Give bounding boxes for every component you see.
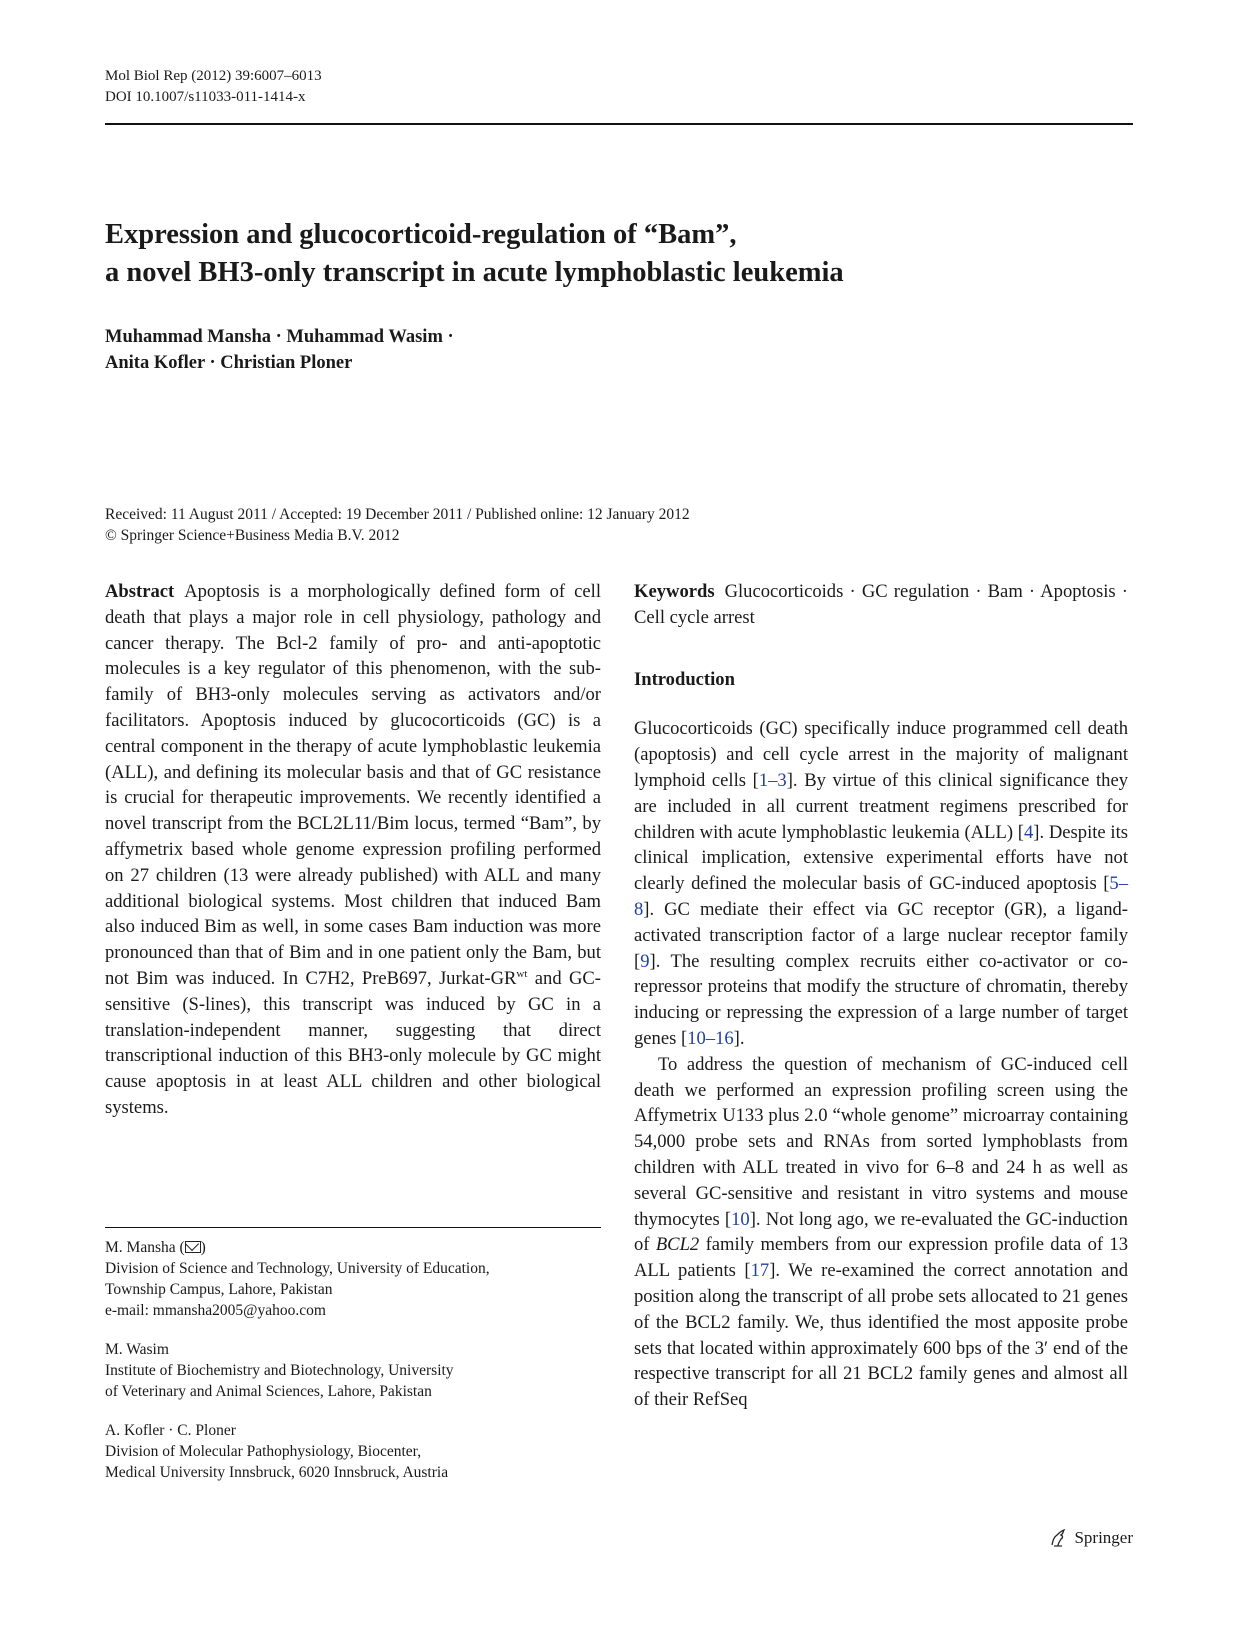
keywords — [634, 579, 1128, 631]
affiliation-kofler-ploner — [105, 1420, 605, 1483]
affiliation-line: of Veterinary and Animal Sciences, Lahore, Pakistan — [105, 1383, 432, 1400]
title-line-1: Expression and glucocorticoid-regulation of “Bam”, — [105, 219, 737, 250]
intro-paragraph-1: Glucocorticoids (GC) specifically induce programmed cell death (apoptosis) and cell cycle arrest in the majority of malignant lymphoid cells [1–3]. By virtue of this clinical significance they are included in all current treatment regimens prescribed for children with acute lymphoblastic leukemia (ALL) [4]. Despite its clinical implication, extensive experimental efforts have not clearly defined the molecular basis of GC-induced apoptosis [5–8]. GC mediate their effect via GC receptor (GR), a ligand-activated transcription factor of a large nuclear receptor family [9]. The resulting complex recruits either co-activator or co-repressor proteins that modify the structure of chromatin, thereby inducing or repressing the expression of a large number of target genes [10–16]. — [634, 718, 1128, 1049]
mail-envelope-icon — [185, 1241, 201, 1253]
affiliation-name: M. Wasim — [105, 1341, 169, 1358]
springer-horse-icon — [1048, 1528, 1068, 1548]
reference-link[interactable]: 5–8 — [634, 873, 1128, 920]
reference-link[interactable]: 10 — [731, 1208, 750, 1230]
introduction-heading: Introduction — [634, 668, 735, 690]
abstract-text-1: Apoptosis is a morphologically defined form of cell death that plays a major role in cell physiology, pathology and cancer therapy. The Bcl-2 family of pro- and anti-apoptotic molecules is a key regulator of this phenomenon, with the sub-family of BH3-only molecules serving as activators and/or facilitators. Apoptosis induced by glucocorticoids (GC) is a central component in the therapy of acute lymphoblastic leukemia (ALL), and defining its molecular basis and that of GC resistance is crucial for therapeutic improvements. We recently identified a novel transcript from the BCL2L11/Bim locus, termed “Bam”, by affymetrix based whole genome expression profiling performed on 27 children (13 were already published) with ALL and many additional biological systems. Most children that induced Bam also induced Bim as well, in some cases Bam induction was more pronounced than that of Bim and in one patient only the Bam, but not Bim was induced. In C7H2, PreB697, Jurkat-GR — [105, 581, 601, 989]
title-line-2: a novel BH3-only transcript in acute lymphoblastic leukemia — [105, 257, 844, 288]
reference-link[interactable]: 1–3 — [758, 769, 787, 791]
header-rule — [105, 123, 1133, 125]
journal-header — [105, 66, 322, 108]
abstract-label: Abstract — [105, 581, 175, 602]
reference-link[interactable]: 4 — [1023, 821, 1034, 843]
affiliation-line: Institute of Biochemistry and Biotechnology, University — [105, 1362, 454, 1379]
gene-name: BCL2 — [655, 1234, 700, 1256]
keywords-text: Glucocorticoids · GC regulation · Bam · Apoptosis · Cell cycle arrest — [634, 581, 1128, 628]
publisher-name: Springer — [1074, 1528, 1133, 1547]
affiliation-line: Township Campus, Lahore, Pakistan — [105, 1281, 333, 1298]
affiliation-line: Division of Science and Technology, University of Education, — [105, 1260, 490, 1277]
reference-link[interactable]: 17 — [750, 1260, 770, 1282]
footnote-rule — [105, 1227, 601, 1228]
keywords-label: Keywords — [634, 581, 715, 602]
journal-citation: Mol Biol Rep (2012) 39:6007–6013 — [105, 68, 322, 84]
author-list — [105, 324, 454, 376]
affiliation-mansha — [105, 1237, 605, 1321]
affiliation-line: Medical University Innsbruck, 6020 Innsbruck, Austria — [105, 1464, 449, 1481]
publication-history — [105, 504, 690, 546]
affiliation-name: A. Kofler · C. Ploner — [105, 1422, 236, 1439]
reference-link[interactable]: 10–16 — [687, 1027, 734, 1049]
affiliations — [105, 1237, 605, 1501]
right-column — [634, 579, 1128, 1413]
doi: DOI 10.1007/s11033-011-1414-x — [105, 89, 306, 105]
history-dates: Received: 11 August 2011 / Accepted: 19 December 2011 / Published online: 12 January 2012 — [105, 506, 690, 523]
abstract-superscript: wt — [516, 967, 528, 980]
authors-line-2: Anita Kofler · Christian Ploner — [105, 353, 353, 373]
publisher-logo — [1048, 1528, 1133, 1548]
affiliation-line: Division of Molecular Pathophysiology, Biocenter, — [105, 1443, 422, 1460]
authors-line-1: Muhammad Mansha · Muhammad Wasim · — [105, 327, 454, 347]
affiliation-wasim — [105, 1339, 605, 1402]
abstract-text-2: and GC-sensitive (S-lines), this transcript was induced by GC in a translation-independent manner, suggesting that direct transcriptional induction of this BH3-only molecule by GC might cause apoptosis in at least ALL children and other biological systems. — [105, 967, 601, 1118]
email-address[interactable]: e-mail: mmansha2005@yahoo.com — [105, 1302, 326, 1319]
abstract — [105, 579, 601, 1121]
affiliation-name: M. Mansha ( ) — [105, 1239, 206, 1256]
left-column — [105, 579, 601, 1121]
intro-paragraph-2: To address the question of mechanism of GC-induced cell death we performed an expression profiling screen using the Affymetrix U133 plus 2.0 “whole genome” microarray containing 54,000 probe sets and RNAs from sorted lymphoblasts from children with ALL treated in vivo for 6–8 and 24 h as well as several GC-sensitive and resistant in vitro systems and mouse thymocytes [10]. Not long ago, we re-evaluated the GC-induction of BCL2 family members from our expression profile data of 13 ALL patients [17]. We re-examined the correct annotation and position along the transcript of all probe sets allocated to 21 genes of the BCL2 family. We, thus identified the most apposite probe sets that located within approximately 600 bps of the 3′ end of the respective transcript for all 21 BCL2 family genes and almost all of their RefSeq — [634, 1053, 1129, 1411]
reference-link[interactable]: 9 — [640, 950, 650, 972]
article-title — [105, 216, 1145, 292]
copyright: © Springer Science+Business Media B.V. 2012 — [105, 527, 400, 544]
